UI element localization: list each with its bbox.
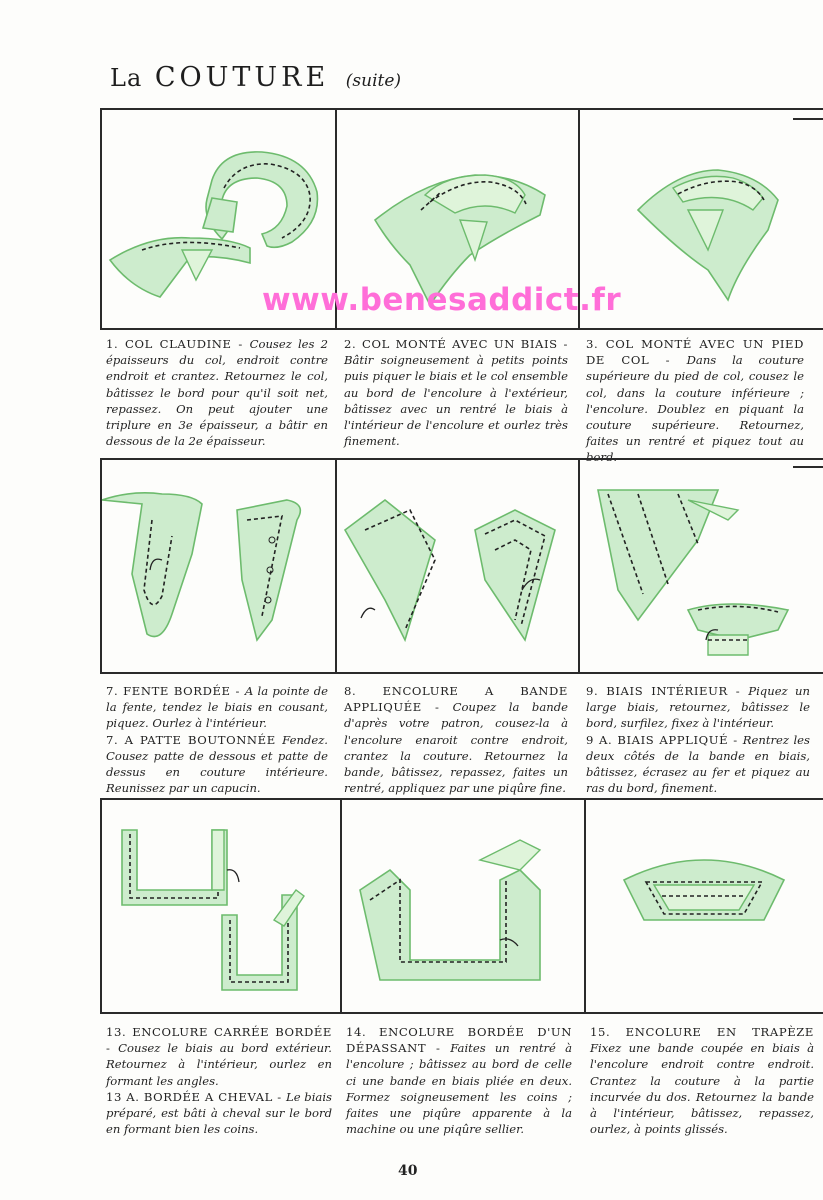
title-prefix: La — [110, 64, 143, 92]
caption-13a-heading: 13 A. BORDÉE A CHEVAL - — [106, 1089, 287, 1104]
margin-mark — [793, 118, 823, 120]
illustration-encolure-depassant — [340, 800, 586, 1012]
illustration-biais-interieur — [578, 460, 823, 672]
caption-14-heading: 14. ENCOLURE BORDÉE D'UN DÉPASSANT - — [346, 1025, 572, 1056]
caption-7a-heading: 7. A PATTE BOUTONNÉE — [106, 732, 283, 747]
caption-7 — [106, 683, 328, 796]
page-title — [110, 62, 401, 93]
caption-2-text: Bâtir soigneusement à petits points puis piquer le biais et le col ensemble au bord de l'encolure à l'extérieur, bâtissez avec un rentré le biais à l'intérieur de l'encolure et ourlez très finement. — [344, 353, 568, 449]
caption-1-text: Cousez les 2 épaisseurs du col, endroit contre endroit et crantez. Retournez le col, bâtissez le bord pour qu'il soit net, repassez. On peut ajouter une triplure en 3e épaisseur, a bâtir en dessous de la 2e épaisseur. — [106, 337, 328, 449]
caption-9-heading: 9. BIAIS INTÉRIEUR - — [586, 684, 749, 698]
illustration-encolure-carree — [102, 800, 342, 1012]
caption-13 — [106, 1024, 332, 1137]
page-number: 40 — [398, 1163, 418, 1179]
caption-9a-text: Rentrez les deux côtés de la bande en biais, bâtissez, écrasez au fer et piquez au ras du bord, finement. — [586, 732, 810, 796]
caption-14 — [346, 1024, 572, 1137]
caption-2 — [344, 336, 568, 449]
caption-3-text: Dans la couture supérieure du pied de col, cousez le col, dans la couture inférieure ; l'encolure. Doublez en piquant la couture supérieure. Retournez, faites un rentré et piquez tout au bord. — [586, 353, 804, 465]
title-suffix: (suite) — [345, 71, 402, 91]
caption-15-text: Fixez une bande coupée en biais à l'encolure endroit contre endroit. Crantez la couture à la partie incurvée du dos. Retournez la bande à l'intérieur, bâtissez, repassez, ourlez, à points glissés. — [590, 1041, 814, 1137]
illustration-row-3 — [100, 798, 823, 1014]
caption-13-heading: 13. ENCOLURE CARRÉE BORDÉE - — [106, 1025, 332, 1056]
caption-7-heading: 7. FENTE BORDÉE - — [106, 684, 245, 698]
illustration-encolure-trapeze — [584, 800, 823, 1012]
caption-3 — [586, 336, 804, 466]
caption-13a-text: Le biais préparé, est bâti à cheval sur le bord en formant bien les coins. — [106, 1089, 332, 1137]
margin-mark — [793, 466, 823, 468]
caption-14-text: Faites un rentré à l'encolure ; bâtissez au bord de celle ci une bande en biais pliée en deux. Formez soigneusement les coins ; faites une piqûre apparente à la machine ou une piqûre sellier. — [346, 1041, 572, 1137]
caption-1 — [106, 336, 328, 449]
caption-8-text: Coupez la bande d'après votre patron, cousez-la à l'encolure enaroit contre endroit, crantez la couture. Retournez la bande, bâtissez, repassez, faites un rentré, appliquez par une piqûre fine. — [344, 700, 568, 796]
caption-3-heading: 3. COL MONTÉ AVEC UN PIED DE COL - — [586, 337, 804, 368]
caption-8-heading: 8. ENCOLURE A BANDE APPLIQUÉE - — [344, 684, 568, 715]
caption-7a-text: Fendez. Cousez patte de dessous et patte de dessus en couture intérieure. Reunissez par un capucin. — [106, 732, 328, 796]
caption-8 — [344, 683, 568, 796]
caption-15 — [590, 1024, 814, 1137]
caption-9a-heading: 9 A. BIAIS APPLIQUÉ - — [586, 732, 743, 747]
illustration-row-2 — [100, 458, 823, 674]
caption-13-text: Cousez le biais au bord extérieur. Retournez à l'intérieur, ourlez en formant les angles. — [106, 1041, 332, 1088]
caption-1-heading: 1. COL CLAUDINE - — [106, 337, 250, 351]
caption-15-heading: 15. ENCOLURE EN TRAPÈZE — [590, 1025, 814, 1039]
watermark: www.benesaddict.fr — [262, 282, 622, 318]
illustration-fente-bordee — [102, 460, 337, 672]
caption-9 — [586, 683, 810, 796]
title-main: COUTURE — [154, 62, 330, 93]
illustration-encolure-bande — [335, 460, 580, 672]
caption-9-text: Piquez un large biais, retournez, bâtissez le bord, surfilez, fixez à l'intérieur. — [586, 684, 810, 731]
caption-2-heading: 2. COL MONTÉ AVEC UN BIAIS - — [344, 337, 568, 351]
caption-7-text: A la pointe de la fente, tendez le biais en cousant, piquez. Ourlez à l'intérieur. — [106, 684, 329, 731]
